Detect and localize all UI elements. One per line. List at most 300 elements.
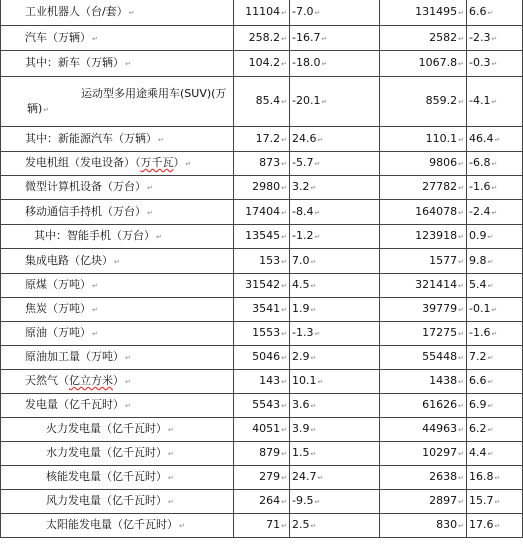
cell-value: 2.9 [292,350,310,363]
cell-value: -20.1 [292,94,321,107]
cumulative-growth [467,77,523,127]
cell-value: -1.6 [469,180,491,193]
table-row [1,152,523,176]
cell-value: 859.2 [425,94,458,107]
cell-value: 2897 [429,494,458,507]
current-month-value [234,322,290,346]
paragraph-mark-icon: ↵ [281,233,287,241]
cell-value: 10297 [422,446,458,459]
current-month-growth [290,152,380,176]
row-label [1,176,234,200]
cumulative-value [380,466,467,490]
current-month-growth [290,26,380,51]
cell-value: 1438 [429,374,458,387]
cumulative-value [380,298,467,322]
paragraph-mark-icon: ↵ [458,426,464,434]
paragraph-mark-icon: ↵ [491,34,498,43]
cell-value: 61626 [422,398,458,411]
paragraph-mark-icon: ↵ [314,208,321,217]
row-label [1,370,234,394]
cell-value: 71 [266,518,281,531]
row-label-text: 太阳能发电量（亿千瓦时） [46,518,178,531]
paragraph-mark-icon: ↵ [179,522,185,530]
paragraph-mark-icon: ↵ [487,257,494,266]
current-month-value [234,152,290,176]
paragraph-mark-icon: ↵ [487,402,494,410]
cell-value: 9806 [429,156,458,169]
paragraph-mark-icon: ↵ [458,474,464,482]
paragraph-mark-icon: ↵ [458,378,464,386]
paragraph-mark-icon: ↵ [314,498,321,506]
cell-value: 39779 [422,302,458,315]
paragraph-mark-icon: ↵ [317,378,324,386]
paragraph-mark-icon: ↵ [168,498,174,506]
row-label [1,418,234,442]
paragraph-mark-icon: ↵ [281,402,287,410]
current-month-growth [290,418,380,442]
cell-value: 7.2 [469,350,487,363]
cumulative-value [380,514,467,538]
paragraph-mark-icon: ↵ [487,378,494,386]
row-label-text: 微型计算机设备（万台） [25,180,146,193]
paragraph-mark-icon: ↵ [491,330,498,338]
cumulative-value [380,152,467,176]
paragraph-mark-icon: ↵ [147,184,153,192]
cumulative-growth [467,322,523,346]
paragraph-mark-icon: ↵ [487,426,494,434]
paragraph-mark-icon: ↵ [158,135,164,144]
paragraph-mark-icon: ↵ [281,354,287,362]
table-row [1,514,523,538]
cell-value: 85.4 [255,94,281,107]
paragraph-mark-icon: ↵ [281,522,287,530]
current-month-value [234,298,290,322]
cell-value: 279 [259,470,281,483]
cumulative-growth [467,51,523,77]
cumulative-growth [467,249,523,274]
cell-value: -16.7 [292,30,321,44]
cumulative-value [380,200,467,225]
paragraph-mark-icon: ↵ [458,9,464,17]
cell-value: 6.6 [469,374,487,387]
table-row [1,127,523,152]
cell-value: 2980 [252,180,281,193]
paragraph-mark-icon: ↵ [281,34,287,43]
paragraph-mark-icon: ↵ [314,330,321,338]
cell-value: -1.6 [469,326,491,339]
row-label [1,514,234,538]
cell-value: 46.4 [469,131,494,145]
paragraph-mark-icon: ↵ [281,135,287,144]
cumulative-growth [467,370,523,394]
current-month-growth [290,298,380,322]
paragraph-mark-icon: ↵ [281,330,287,338]
paragraph-mark-icon: ↵ [458,60,464,68]
cumulative-growth [467,152,523,176]
paragraph-mark-icon: ↵ [156,233,162,241]
cell-value: 3.6 [292,398,310,411]
cell-value: 1.9 [292,302,310,315]
paragraph-mark-icon: ↵ [458,184,464,192]
paragraph-mark-icon: ↵ [185,160,192,168]
cell-value: 3541 [252,302,281,315]
current-month-value [234,442,290,466]
current-month-growth [290,200,380,225]
current-month-value [234,274,290,298]
cell-value: 879 [259,446,281,459]
paragraph-mark-icon: ↵ [317,474,324,482]
paragraph-mark-icon: ↵ [310,282,317,290]
current-month-growth [290,225,380,249]
row-label-text: 原油（万吨） [25,326,91,339]
cell-value: 6.2 [469,422,487,435]
cell-value: 31542 [245,278,281,291]
cumulative-value [380,225,467,249]
cell-value: 2638 [429,470,458,483]
cell-value: -0.1 [469,302,491,315]
paragraph-mark-icon: ↵ [458,208,464,217]
cell-value: -1.3 [292,326,314,339]
paragraph-mark-icon: ↵ [487,9,494,17]
paragraph-mark-icon: ↵ [314,9,321,17]
cell-value: 830 [436,518,458,531]
cell-value: 6.6 [469,5,487,18]
paragraph-mark-icon: ↵ [458,135,464,144]
cell-value: 5.4 [469,278,487,291]
current-month-growth [290,274,380,298]
cell-value: -8.4 [292,204,314,218]
paragraph-mark-icon: ↵ [43,105,50,114]
cell-value: 17.6 [469,518,494,531]
paragraph-mark-icon: ↵ [491,160,498,168]
cell-value: 1067.8 [418,56,458,69]
cumulative-growth [467,176,523,200]
row-label [1,51,234,77]
current-month-growth [290,370,380,394]
cell-value: 4.4 [469,446,487,459]
spellcheck-underline: 万千瓦 [140,156,174,169]
paragraph-mark-icon: ↵ [281,98,287,106]
paragraph-mark-icon: ↵ [281,184,287,192]
row-label [1,77,234,127]
paragraph-mark-icon: ↵ [310,522,317,530]
cumulative-growth [467,225,523,249]
paragraph-mark-icon: ↵ [281,378,287,386]
paragraph-mark-icon: ↵ [310,450,317,458]
cell-value: 873 [259,156,281,169]
cell-value: 2582 [429,30,458,44]
cumulative-growth [467,418,523,442]
paragraph-mark-icon: ↵ [92,34,98,43]
paragraph-mark-icon: ↵ [281,282,287,290]
paragraph-mark-icon: ↵ [491,306,498,314]
cumulative-growth [467,514,523,538]
paragraph-mark-icon: ↵ [310,184,317,192]
current-month-value [234,418,290,442]
table-row [1,490,523,514]
current-month-value [234,200,290,225]
current-month-value [234,51,290,77]
paragraph-mark-icon: ↵ [92,282,98,290]
row-label [1,200,234,225]
row-label-text: 水力发电量（亿千瓦时） [46,446,167,459]
cell-value: 321414 [415,278,458,291]
row-label-text: 原煤（万吨） [25,278,91,291]
row-label-text: 风力发电量（亿千瓦时） [46,494,167,507]
paragraph-mark-icon: ↵ [487,450,494,458]
cumulative-growth [467,0,523,26]
paragraph-mark-icon: ↵ [458,160,464,168]
row-label-line2: 辆)↵ [27,101,50,115]
paragraph-mark-icon: ↵ [168,450,174,458]
row-label [1,346,234,370]
cumulative-value [380,0,467,26]
paragraph-mark-icon: ↵ [125,402,131,410]
table-row [1,274,523,298]
cell-value: 17.2 [255,131,281,145]
paragraph-mark-icon: ↵ [281,208,287,217]
current-month-value [234,249,290,274]
row-label-text: 汽车（万辆） [25,30,91,44]
row-label-text: 集成电路（亿块） [25,253,113,267]
cell-value: 55448 [422,350,458,363]
row-label-text: 原油加工量（万吨） [25,350,124,363]
cumulative-value [380,77,467,127]
paragraph-mark-icon: ↵ [281,474,287,482]
current-month-growth [290,322,380,346]
cell-value: 24.6 [292,131,317,145]
cumulative-growth [467,490,523,514]
row-label [1,490,234,514]
table-row [1,77,523,127]
paragraph-mark-icon: ↵ [458,498,464,506]
paragraph-mark-icon: ↵ [458,306,464,314]
row-label [1,249,234,274]
paragraph-mark-icon: ↵ [314,233,321,241]
cell-value: 16.8 [469,470,494,483]
cell-value: -1.2 [292,229,314,242]
paragraph-mark-icon: ↵ [491,60,498,68]
cumulative-growth [467,200,523,225]
row-label-text: 焦炭（万吨） [25,302,91,315]
cumulative-growth [467,127,523,152]
paragraph-mark-icon: ↵ [125,354,131,362]
paragraph-mark-icon: ↵ [281,426,287,434]
cell-value: 1553 [252,326,281,339]
table-row [1,394,523,418]
cell-value: -2.4 [469,204,491,218]
paragraph-mark-icon: ↵ [491,184,498,192]
current-month-value [234,225,290,249]
table-row [1,249,523,274]
paragraph-mark-icon: ↵ [494,135,501,144]
cumulative-value [380,370,467,394]
cell-value: 7.0 [292,253,310,267]
cumulative-value [380,442,467,466]
cumulative-value [380,322,467,346]
paragraph-mark-icon: ↵ [314,160,321,168]
cumulative-value [380,51,467,77]
current-month-value [234,514,290,538]
row-label-text: 移动通信手持机（万台） [25,204,146,218]
cell-value: 110.1 [425,131,458,145]
cell-value: 2.5 [292,518,310,531]
paragraph-mark-icon: ↵ [494,498,501,506]
table-row [1,176,523,200]
current-month-growth [290,127,380,152]
row-label-text: 火力发电量（亿千瓦时） [46,422,167,435]
cumulative-growth [467,298,523,322]
current-month-value [234,490,290,514]
cell-value: 9.8 [469,253,487,267]
table-row [1,225,523,249]
paragraph-mark-icon: ↵ [147,208,153,217]
cell-value: 24.7 [292,470,317,483]
cumulative-value [380,127,467,152]
current-month-value [234,127,290,152]
cell-value: 143 [259,374,281,387]
paragraph-mark-icon: ↵ [310,402,317,410]
paragraph-mark-icon: ↵ [125,378,131,386]
paragraph-mark-icon: ↵ [114,257,120,266]
current-month-value [234,77,290,127]
cumulative-growth [467,26,523,51]
paragraph-mark-icon: ↵ [281,306,287,314]
cell-value: 15.7 [469,494,494,507]
paragraph-mark-icon: ↵ [168,474,174,482]
row-label [1,442,234,466]
cell-value: 44963 [422,422,458,435]
cell-value: 5046 [252,350,281,363]
row-label [1,466,234,490]
paragraph-mark-icon: ↵ [281,60,287,68]
cell-value: 153 [259,253,281,267]
cell-value: 0.9 [469,229,487,242]
cumulative-growth [467,394,523,418]
row-label-text: 工业机器人（台/套） [25,5,128,18]
row-label [1,152,234,176]
current-month-value [234,0,290,26]
row-label [1,26,234,51]
cell-value: 1.5 [292,446,310,459]
cumulative-value [380,26,467,51]
current-month-growth [290,490,380,514]
paragraph-mark-icon: ↵ [310,426,317,434]
cell-value: 11104 [245,5,281,18]
paragraph-mark-icon: ↵ [491,208,498,217]
cell-value: 6.9 [469,398,487,411]
paragraph-mark-icon: ↵ [125,60,131,68]
current-month-growth [290,0,380,26]
paragraph-mark-icon: ↵ [458,34,464,43]
cumulative-growth [467,274,523,298]
cumulative-value [380,418,467,442]
cell-value: 10.1 [292,374,317,387]
row-label-text: 核能发电量（亿千瓦时） [46,470,167,483]
cell-value: -9.5 [292,494,314,507]
cell-value: 258.2 [248,30,281,44]
paragraph-mark-icon: ↵ [458,257,464,266]
paragraph-mark-icon: ↵ [458,233,464,241]
paragraph-mark-icon: ↵ [491,98,498,106]
paragraph-mark-icon: ↵ [92,306,98,314]
cell-value: -2.3 [469,30,491,44]
paragraph-mark-icon: ↵ [321,60,328,68]
cell-value: -0.3 [469,56,491,69]
row-label [1,274,234,298]
cell-value: 4.5 [292,278,310,291]
cumulative-growth [467,466,523,490]
paragraph-mark-icon: ↵ [281,450,287,458]
paragraph-mark-icon: ↵ [487,282,494,290]
table-row [1,51,523,77]
cell-value: 27782 [422,180,458,193]
spellcheck-underline: 亿立方米 [69,374,113,387]
cell-value: 3.2 [292,180,310,193]
current-month-growth [290,77,380,127]
row-label-text: 发电量（亿千瓦时） [25,398,124,411]
row-label-text: 其中：智能手机（万台） [34,229,155,242]
cell-value: -6.8 [469,156,491,169]
current-month-value [234,370,290,394]
paragraph-mark-icon: ↵ [92,330,98,338]
table-row [1,26,523,51]
paragraph-mark-icon: ↵ [281,257,287,266]
cumulative-growth [467,442,523,466]
paragraph-mark-icon: ↵ [310,354,317,362]
paragraph-mark-icon: ↵ [310,257,317,266]
paragraph-mark-icon: ↵ [458,354,464,362]
cell-value: 1577 [429,253,458,267]
row-label [1,127,234,152]
cumulative-value [380,346,467,370]
table-row [1,0,523,26]
row-label [1,394,234,418]
current-month-growth [290,51,380,77]
cell-value: 104.2 [248,56,281,69]
paragraph-mark-icon: ↵ [321,34,328,43]
table-row [1,346,523,370]
paragraph-mark-icon: ↵ [310,306,317,314]
current-month-growth [290,346,380,370]
paragraph-mark-icon: ↵ [458,402,464,410]
cell-value: 17275 [422,326,458,339]
cell-value: 3.9 [292,422,310,435]
paragraph-mark-icon: ↵ [458,282,464,290]
cell-value: -18.0 [292,56,321,69]
cumulative-value [380,490,467,514]
paragraph-mark-icon: ↵ [458,330,464,338]
table-row [1,418,523,442]
current-month-growth [290,176,380,200]
paragraph-mark-icon: ↵ [317,135,324,144]
current-month-growth [290,394,380,418]
cumulative-value [380,394,467,418]
paragraph-mark-icon: ↵ [168,426,174,434]
cumulative-growth [467,346,523,370]
current-month-value [234,26,290,51]
row-label-line1: 运动型多用途乘用车(SUV)(万 [81,86,227,100]
table-row [1,370,523,394]
row-label-text: 其中：新能源汽车（万辆） [25,131,157,145]
cumulative-value [380,249,467,274]
row-label-text: 天然气（亿立方米） [25,374,124,387]
row-label [1,322,234,346]
row-label [1,298,234,322]
table-row [1,298,523,322]
paragraph-mark-icon: ↵ [494,522,501,530]
cell-value: 13545 [245,229,281,242]
